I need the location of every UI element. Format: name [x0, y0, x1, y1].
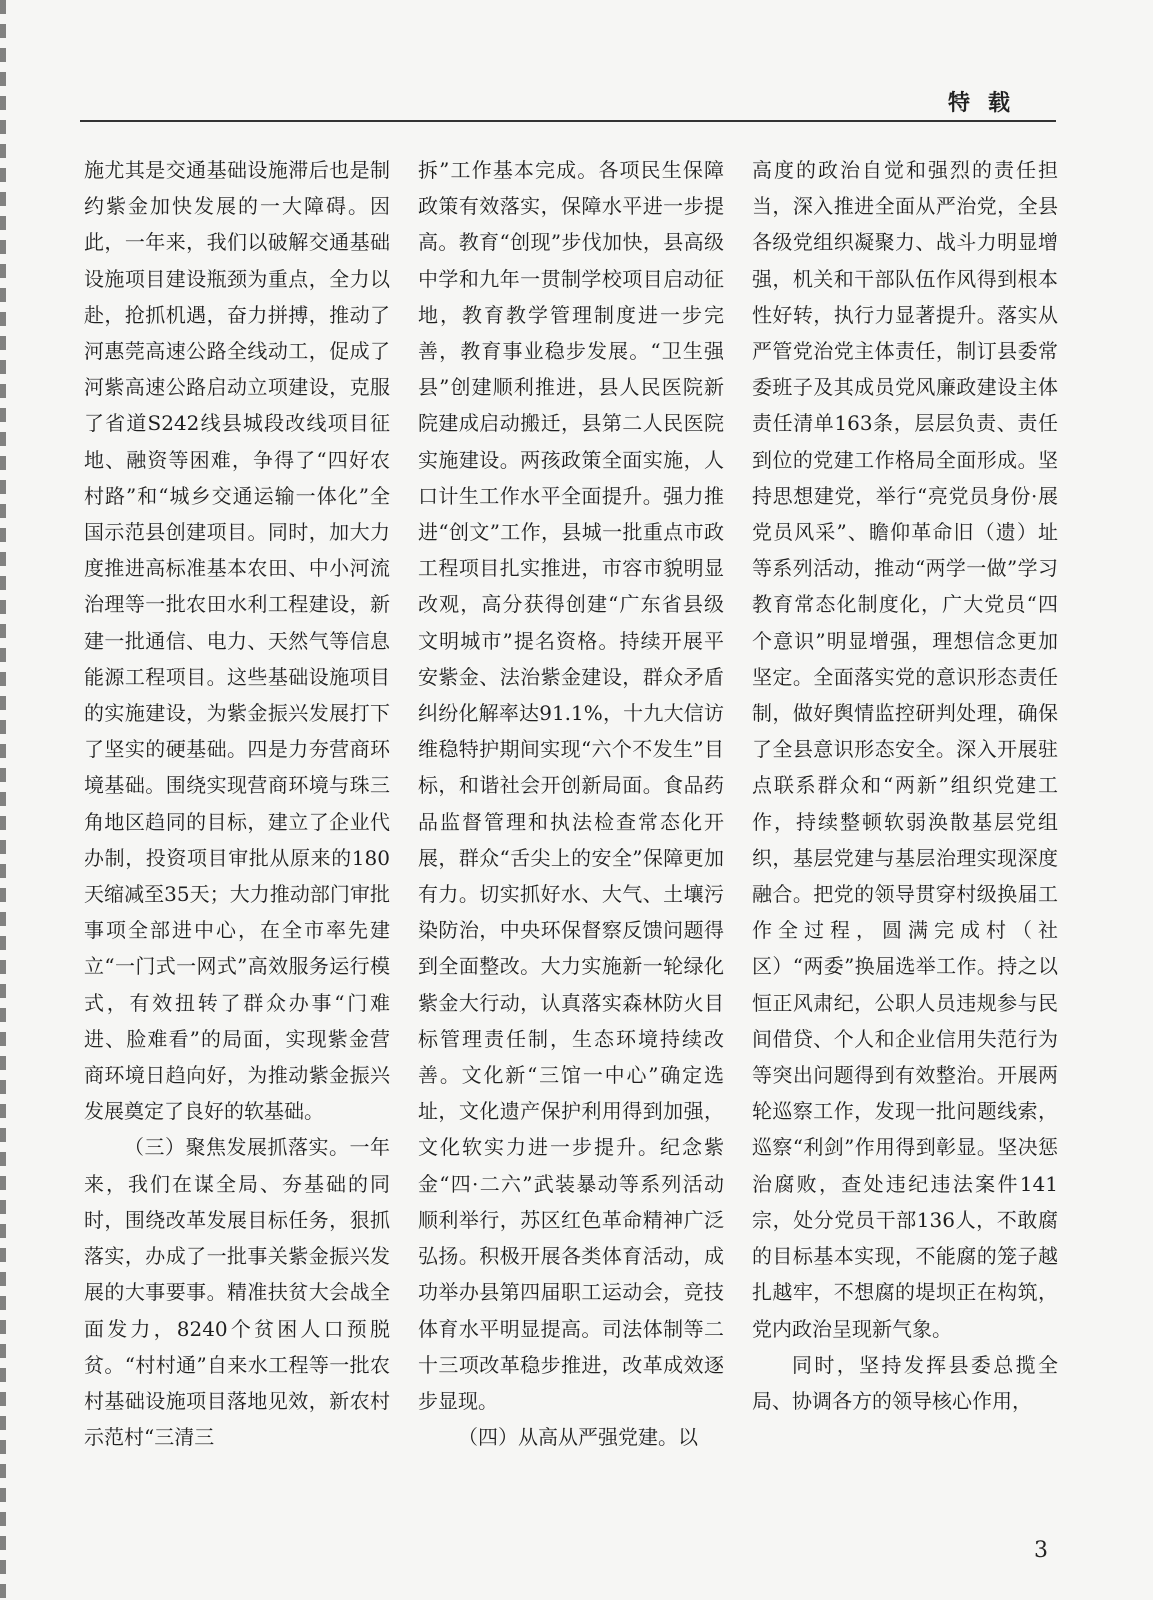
section-label: 特载: [948, 91, 1029, 116]
text-column-3: [752, 152, 1058, 1419]
paragraph: 高度的政治自觉和强烈的责任担当，深入推进全面从严治党，全县各级党组织凝聚力、战斗力明显增强，机关和干部队伍作风得到根本性好转，执行力显著提升。落实从严管党治党主体责任，制订县委常委班子及其成员党风廉政建设主体责任清单163条，层层负责、责任到位的党建工作格局全面形成。坚持思想建党，举行“亮党员身份·展党员风采”、瞻仰革命旧（遗）址等系列活动，推动“两学一做”学习教育常态化制度化，广大党员“四个意识”明显增强，理想信念更加坚定。全面落实党的意识形态责任制，做好舆情监控研判处理，确保了全县意识形态安全。深入开展驻点联系群众和“两新”组织党建工作，持续整顿软弱涣散基层党组织，基层党建与基层治理实现深度融合。把党的领导贯穿村级换届工作全过程，圆满完成村（社区）“两委”换届选举工作。持之以恒正风肃纪，公职人员违规参与民间借贷、个人和企业信用失范行为等突出问题得到有效整治。开展两轮巡察工作，发现一批问题线索，巡察“利剑”作用得到彰显。坚决惩治腐败，查处违纪违法案件141宗，处分党员干部136人，不敢腐的目标基本实现，不能腐的笼子越扎越牢，不想腐的堤坝正在构筑，党内政治呈现新气象。: [752, 158, 1058, 1341]
paragraph: 施尤其是交通基础设施滞后也是制约紫金加快发展的一大障碍。因此，一年来，我们以破解交通基础设施项目建设瓶颈为重点，全力以赴，抢抓机遇，奋力拼搏，推动了河惠莞高速公路全线动工，促成了河紫高速公路启动立项建设，克服了省道S242线县城段改线项目征地、融资等困难，争得了“四好农村路”和“城乡交通运输一体化”全国示范县创建项目。同时，加大力度推进高标准基本农田、中小河流治理等一批农田水利工程建设，新建一批通信、电力、天然气等信息能源工程项目。这些基础设施项目的实施建设，为紫金振兴发展打下了坚实的硬基础。四是力夯营商环境基础。围绕实现营商环境与珠三角地区趋同的目标，建立了企业代办制，投资项目审批从原来的180天缩减至35天；大力推动部门审批事项全部进中心，在全市率先建立“一门式一网式”高效服务运行模式，有效扭转了群众办事“门难进、脸难看”的局面，实现紫金营商环境日趋向好，为推动紫金振兴发展奠定了良好的软基础。: [84, 158, 390, 1124]
paragraph: （三）聚焦发展抓落实。一年来，我们在谋全局、夯基础的同时，围绕改革发展目标任务，狠抓落实，办成了一批事关紫金振兴发展的大事要事。精准扶贫大会战全面发力，8240个贫困人口预脱贫。“村村通”自来水工程等一批农村基础设施项目落地见效，新农村示范村“三清三: [84, 1135, 390, 1450]
paragraph: （四）从高从严强党建。以: [458, 1425, 698, 1450]
header-rule: [80, 120, 1056, 122]
text-column-2: [418, 152, 724, 1455]
page-number: 3: [1034, 1538, 1048, 1563]
page-binding-edge: [0, 0, 6, 1600]
paragraph: 拆”工作基本完成。各项民生保障政策有效落实，保障水平进一步提高。教育“创现”步伐加快，县高级中学和九年一贯制学校项目启动征地，教育教学管理制度进一步完善，教育事业稳步发展。“卫生强县”创建顺利推进，县人民医院新院建成启动搬迁，县第二人民医院实施建设。两孩政策全面实施，人口计生工作水平全面提升。强力推进“创文”工作，县城一批重点市政工程项目扎实推进，市容市貌明显改观，高分获得创建“广东省县级文明城市”提名资格。持续开展平安紫金、法治紫金建设，群众矛盾纠纷化解率达91.1%，十九大信访维稳特护期间实现“六个不发生”目标，和谐社会开创新局面。食品药品监督管理和执法检查常态化开展，群众“舌尖上的安全”保障更加有力。切实抓好水、大气、土壤污染防治，中央环保督察反馈问题得到全面整改。大力实施新一轮绿化紫金大行动，认真落实森林防火目标管理责任制，生态环境持续改善。文化新“三馆一中心”确定选址，文化遗产保护利用得到加强，文化软实力进一步提升。纪念紫金“四·二六”武装暴动等系列活动顺利举行，苏区红色革命精神广泛弘扬。积极开展各类体育活动，成功举办县第四届职工运动会，竞技体育水平明显提高。司法体制等二十三项改革稳步推进，改革成效逐步显现。: [418, 158, 724, 1413]
text-column-1: [84, 152, 390, 1455]
paragraph: 同时，坚持发挥县委总揽全局、协调各方的领导核心作用，: [752, 1352, 1058, 1413]
